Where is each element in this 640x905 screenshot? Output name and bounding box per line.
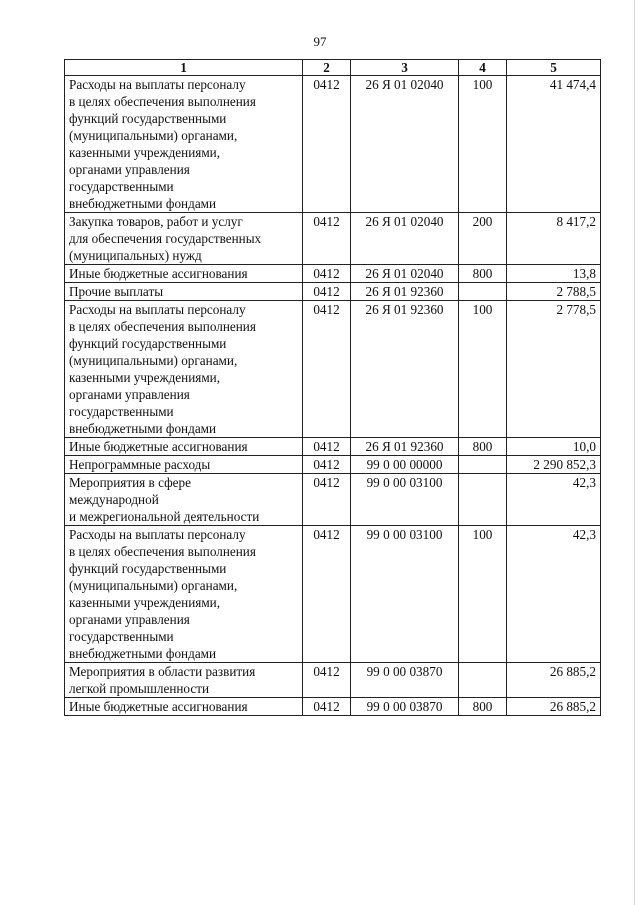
row-expense-type: 100 (459, 76, 507, 213)
row-target-code: 99 0 00 03870 (351, 663, 459, 698)
header-col-5: 5 (507, 60, 601, 76)
row-amount: 42,3 (507, 474, 601, 526)
row-expense-type: 200 (459, 213, 507, 265)
table-row (65, 213, 601, 265)
row-name-cell (65, 526, 303, 663)
row-section-code: 0412 (303, 438, 351, 456)
row-name-text: Расходы на выплаты персоналу в целях обеспечения выполнения функций государственными (муниципальными) органами, казенными учреждениями, органами управления государственными внебюджетными фондами (69, 302, 256, 436)
table-header-row (65, 60, 601, 76)
row-section-code: 0412 (303, 474, 351, 526)
header-col-3: 3 (351, 60, 459, 76)
row-expense-type: 100 (459, 526, 507, 663)
row-expense-type (459, 456, 507, 474)
row-target-code: 26 Я 01 92360 (351, 438, 459, 456)
row-target-code: 26 Я 01 92360 (351, 283, 459, 301)
row-name-text: Иные бюджетные ассигнования (69, 439, 248, 454)
table-row (65, 663, 601, 698)
row-amount: 2 788,5 (507, 283, 601, 301)
row-name-text: Прочие выплаты (69, 284, 164, 299)
table-row (65, 456, 601, 474)
row-name-cell (65, 698, 303, 716)
budget-table (64, 59, 601, 716)
row-target-code: 99 0 00 03100 (351, 474, 459, 526)
row-section-code: 0412 (303, 698, 351, 716)
row-name-text: Иные бюджетные ассигнования (69, 699, 248, 714)
row-section-code: 0412 (303, 526, 351, 663)
row-section-code: 0412 (303, 283, 351, 301)
row-amount: 26 885,2 (507, 698, 601, 716)
row-name-cell (65, 456, 303, 474)
table-row (65, 283, 601, 301)
row-name-text: Расходы на выплаты персоналу в целях обеспечения выполнения функций государственными (муниципальными) органами, казенными учреждениями, органами управления государственными внебюджетными фондами (69, 77, 256, 211)
table-row (65, 526, 601, 663)
row-name-cell (65, 438, 303, 456)
row-target-code: 99 0 00 03870 (351, 698, 459, 716)
row-target-code: 99 0 00 03100 (351, 526, 459, 663)
table-row (65, 698, 601, 716)
row-expense-type: 800 (459, 438, 507, 456)
row-expense-type (459, 283, 507, 301)
row-target-code: 26 Я 01 02040 (351, 213, 459, 265)
row-expense-type (459, 474, 507, 526)
row-section-code: 0412 (303, 213, 351, 265)
row-name-text: Расходы на выплаты персоналу в целях обеспечения выполнения функций государственными (муниципальными) органами, казенными учреждениями, органами управления государственными внебюджетными фондами (69, 527, 256, 661)
row-name-text: Мероприятия в области развития легкой промышленности (69, 664, 256, 696)
row-name-cell (65, 265, 303, 283)
row-target-code: 26 Я 01 02040 (351, 265, 459, 283)
row-amount: 41 474,4 (507, 76, 601, 213)
row-name-text: Иные бюджетные ассигнования (69, 266, 248, 281)
row-name-cell (65, 474, 303, 526)
page-number: 97 (313, 34, 327, 49)
row-name-cell (65, 301, 303, 438)
row-section-code: 0412 (303, 663, 351, 698)
row-amount: 13,8 (507, 265, 601, 283)
table-row (65, 301, 601, 438)
row-amount: 10,0 (507, 438, 601, 456)
header-col-2: 2 (303, 60, 351, 76)
row-amount: 8 417,2 (507, 213, 601, 265)
table-row (65, 265, 601, 283)
row-name-cell (65, 283, 303, 301)
row-expense-type (459, 663, 507, 698)
row-name-cell (65, 663, 303, 698)
table-row (65, 76, 601, 213)
row-expense-type: 800 (459, 265, 507, 283)
row-section-code: 0412 (303, 265, 351, 283)
row-amount: 2 290 852,3 (507, 456, 601, 474)
table-row (65, 474, 601, 526)
header-col-4: 4 (459, 60, 507, 76)
row-amount: 42,3 (507, 526, 601, 663)
table-body (65, 76, 601, 716)
scan-edge-line (634, 0, 635, 905)
row-name-cell (65, 213, 303, 265)
header-col-1: 1 (65, 60, 303, 76)
row-expense-type: 100 (459, 301, 507, 438)
row-amount: 26 885,2 (507, 663, 601, 698)
row-name-text: Непрограммные расходы (69, 457, 211, 472)
table-row (65, 438, 601, 456)
row-amount: 2 778,5 (507, 301, 601, 438)
row-expense-type: 800 (459, 698, 507, 716)
row-section-code: 0412 (303, 456, 351, 474)
row-name-text: Мероприятия в сфере международной и межрегиональной деятельности (69, 475, 260, 524)
row-target-code: 26 Я 01 02040 (351, 76, 459, 213)
row-name-cell (65, 76, 303, 213)
row-target-code: 99 0 00 00000 (351, 456, 459, 474)
row-section-code: 0412 (303, 301, 351, 438)
row-section-code: 0412 (303, 76, 351, 213)
row-name-text: Закупка товаров, работ и услуг для обеспечения государственных (муниципальных) нужд (69, 214, 262, 263)
row-target-code: 26 Я 01 92360 (351, 301, 459, 438)
